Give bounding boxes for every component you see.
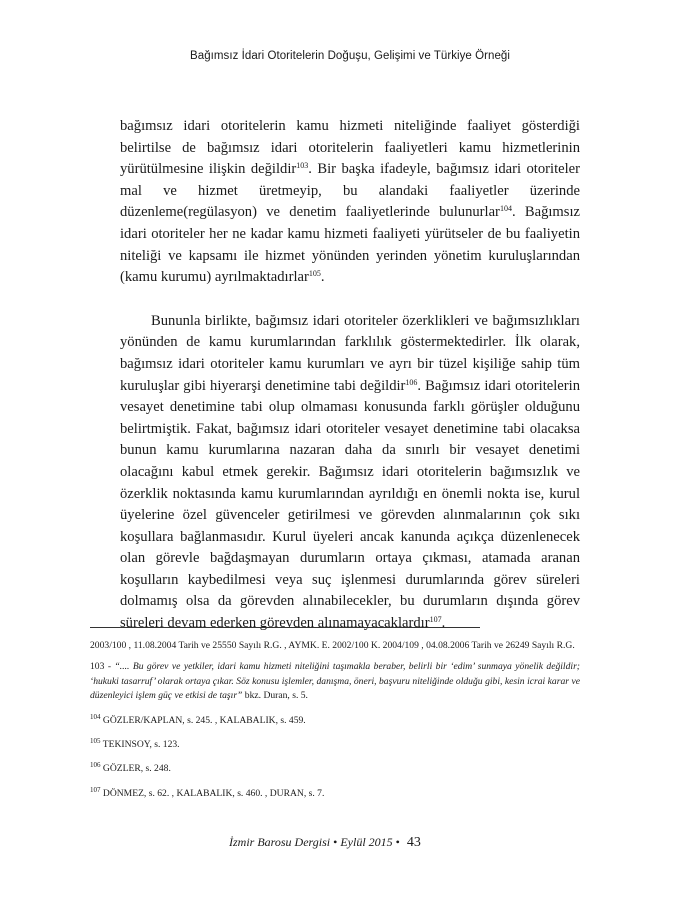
footnote-dash: - [104, 661, 115, 673]
footnote-106 [90, 762, 580, 776]
paragraph-text: . Bağımsız idari otoriteler her ne kadar kamu hizmeti faaliyeti yürütseler de bu faaliyetin niteliği ve kapsamı ile hizmet yönünden yerinden yönetim kuruluşlarından (kamu kurumu) ayrılmaktadırlar [120, 204, 580, 286]
paragraph-text: Bununla birlikte, bağımsız idari otoriteler özerklikleri ve bağımsızlıkları yönünden de kamu kurumlarından farklılık göstermektedirler. İlk olarak, bağımsız idari otoriteler kamu kurumları ve ayrı bir tüzel kişiliğe sahip tüm kuruluşlar gibi hiyerarşi denetimine tabi değildir [120, 312, 580, 394]
paragraph-text: . [320, 269, 325, 286]
issue-date: Eylül 2015 [340, 835, 393, 849]
footnote-107 [90, 787, 580, 801]
footnote-reference: bkz. Duran, s. 5. [242, 690, 308, 702]
footnote-divider [90, 627, 480, 628]
footnote-number: 104 [90, 712, 101, 721]
footnotes [90, 639, 580, 811]
footnote-number: 105 [90, 737, 101, 746]
running-header: Bağımsız İdari Otoritelerin Doğuşu, Gelişimi ve Türkiye Örneği [190, 50, 510, 62]
page-footer [229, 835, 421, 851]
footnote-ref-106: 106 [405, 377, 418, 387]
paragraph-2 [120, 311, 580, 635]
body-text [120, 116, 580, 635]
separator-bullet: • [395, 835, 400, 849]
footnote-ref-104: 104 [499, 204, 512, 214]
journal-name: İzmir Barosu Dergisi [229, 835, 331, 849]
footnote-104 [90, 714, 580, 728]
footnote-103 [90, 660, 580, 703]
footnote-quote: “.... Bu görev ve yetkiler, idari kamu hizmeti niteliğini taşımakla beraber, belirli bir ‘edim’ sunmaya yönelik değildir; ‘hukuki tasarruf’ olarak ortaya çıkar. Söz konusu işlemler, danışma, öneri, başvuru niteliğinde olduğu gibi, kesin icrai karar ve düzenleyici işlem güç ve etkisi de taşır” [90, 661, 580, 702]
footnote-text: TEKINSOY, s. 123. [100, 739, 180, 751]
footnote-ref-103: 103 [296, 161, 309, 171]
footnote-number: 107 [90, 785, 101, 794]
footnote-text: GÖZLER, s. 248. [100, 763, 171, 775]
footnote-text: DÖNMEZ, s. 62. , KALABALIK, s. 460. , DURAN, s. 7. [100, 787, 325, 799]
paragraph-1 [120, 116, 580, 289]
paragraph-text: . Bağımsız idari otoritelerin vesayet denetimine tabi olup olmaması konusunda farklı görüşler olduğunu belirtmiştik. Fakat, bağımsız idari otoriteler vesayet denetimine tabi olacaksa bunun kamu kurumlarına nazaran daha da sınırlı bir vesayet denetimi olacağını kabul etmek gerekir. Bağımsız idari otoritelerin bağımsızlık ve özerklik noktasında kamu kurumlarından ayrıldığı en önemli nokta ise, kurul üyelerine özel güvenceler getirilmesi ve görevden alınmalarının çok sıkı koşullara bağlanmasıdır. Kurul üyeleri ancak kanunda açıkça düzenlenecek olan görevle bağdaşmayan durumların ortaya çıkması, atamada aranan koşulların kaybedilmesi veya suç işlenmesi durumlarında görev süreleri dolmamış olsa da görevden alınabilecekler, bu durumların dışında görev süreleri devam ederken görevden alınamayacaklardır [120, 377, 580, 632]
footnote-ref-105: 105 [308, 269, 321, 279]
footnote-continued: 2003/100 , 11.08.2004 Tarih ve 25550 Sayılı R.G. , AYMK. E. 2002/100 K. 2004/109 , 04.08.2006 Tarih ve 26249 Sayılı R.G. [90, 640, 575, 651]
separator-bullet: • [333, 835, 338, 849]
footnote-number: 106 [90, 761, 101, 770]
footnote-ref-107: 107 [429, 615, 442, 625]
footnote-text: GÖZLER/KAPLAN, s. 245. , KALABALIK, s. 459. [100, 714, 306, 726]
footnote-105 [90, 738, 580, 752]
footnote-number: 103 [90, 661, 105, 673]
paragraph-text: . [441, 615, 446, 632]
paragraph-text: bağımsız idari otoritelerin kamu hizmeti niteliğinde faaliyet gösterdiği belirtilse de bağımsız idari otoritelerin faaliyetleri kamu hizmetlerinin yürütülmesine ilişkin değildir [120, 118, 580, 178]
paragraph-text: . Bir başka ifadeyle, bağımsız idari otoriteler mal ve hizmet üretmeyip, bu alandaki faaliyetler üzerinde düzenleme(regülasyon) ve denetim faaliyetlerinde bulunurlar [120, 161, 580, 221]
page-number: 43 [406, 835, 421, 850]
